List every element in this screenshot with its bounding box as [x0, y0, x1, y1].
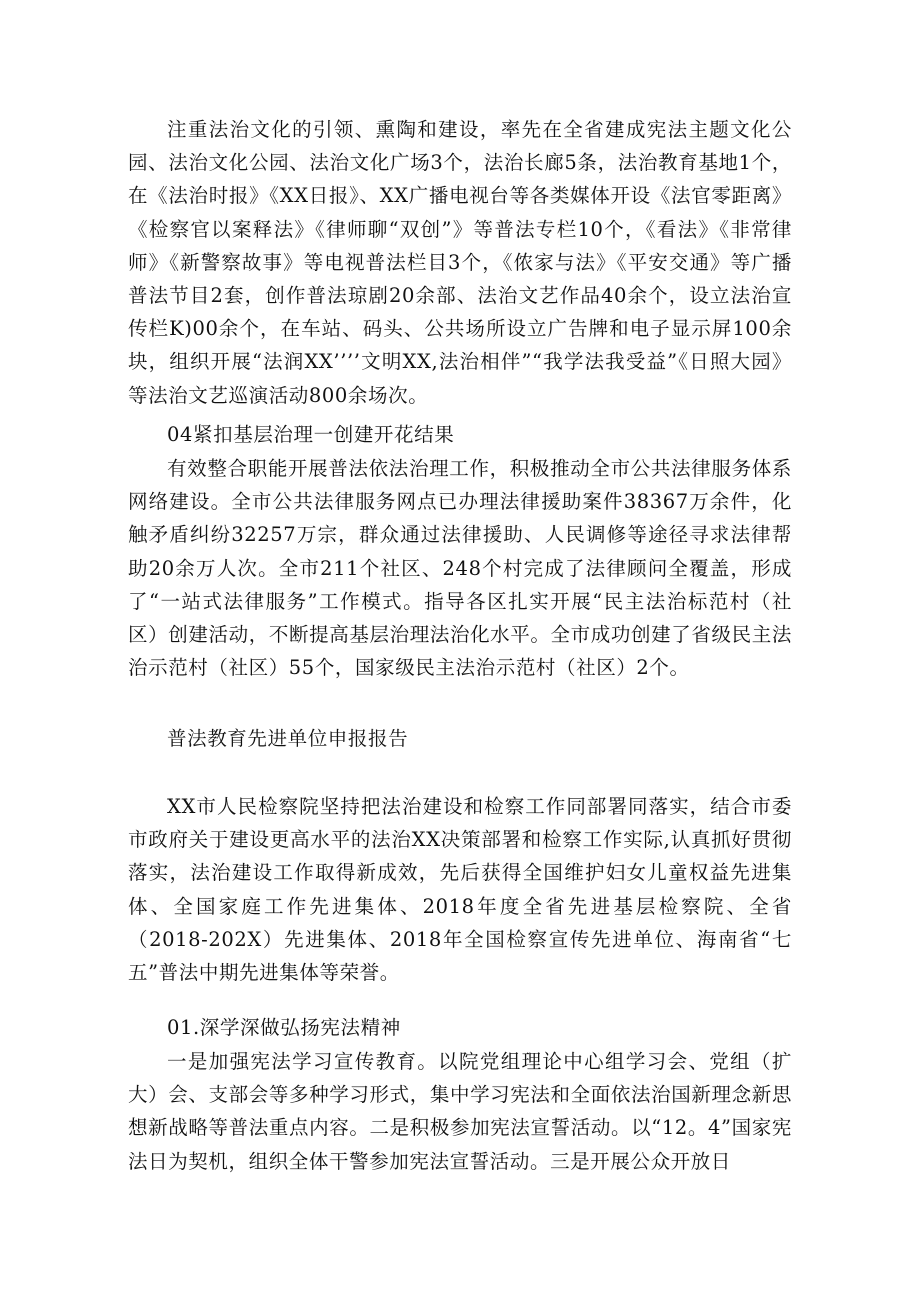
paragraph-constitution-study: 一是加强宪法学习宣传教育。以院党组理论中心组学习会、党组（扩大）会、支部会等多种学习形式，集中学习宪法和全面依法治国新理念新思想新战略等普法重点内容。二是积极参加宪法宣誓活动。以“12。4”国家宪法日为契机，组织全体干警参加宪法宣誓活动。三是开展公众开放日	[128, 1050, 792, 1173]
document-section-heading-01	[128, 1011, 792, 1044]
paragraph-procuratorate-intro: XX市人民检察院坚持把法治建设和检察工作同部署同落实，结合市委市政府关于建设更高水平的法治XX决策部署和检察工作实际,认真抓好贯彻落实，法治建设工作取得新成效，先后获得全国维护妇女儿童权益先进集体、全国家庭工作先进集体、2018年度全省先进基层检察院、全省（2018-202X）先进集体、2018年全国检察宣传先进单位、海南省“七五”普法中期先进集体等荣誉。	[128, 795, 792, 985]
document-section-culture	[128, 113, 792, 412]
section-heading-constitution: 01.深学深做弘扬宪法精神	[167, 1016, 401, 1039]
document-section-heading-04	[128, 418, 792, 451]
document-section-constitution	[128, 1045, 792, 1178]
document-section-procuratorate	[128, 790, 792, 989]
document-section-title	[128, 722, 792, 755]
section-heading-grassroots: 04紧扣基层治理一创建开花结果	[167, 423, 455, 446]
report-title: 普法教育先进单位申报报告	[167, 727, 409, 750]
document-section-grassroots	[128, 452, 792, 684]
paragraph-legal-culture: 注重法治文化的引领、熏陶和建设，率先在全省建成宪法主题文化公园、法治文化公园、法治文化广场3个，法治长廊5条，法治教育基地1个，在《法治时报》《XX日报》、XX广播电视台等各类媒体开设《法官零距离》《检察官以案释法》《律师聊“双创”》等普法专栏10个，《看法》《非常律师》《新警察故事》等电视普法栏目3个，《侬家与法》《平安交通》等广播普法节目2套，创作普法琼剧20余部、法治文艺作品40余个，设立法治宣传栏K)00余个，在车站、码头、公共场所设立广告牌和电子显示屏100余块，组织开展“法润XX’’’’文明XX,法治相伴”“我学法我受益”《日照大园》等法治文艺巡演活动800余场次。	[128, 118, 792, 407]
paragraph-grassroots-governance: 有效整合职能开展普法依法治理工作，积极推动全市公共法律服务体系网络建设。全市公共法律服务网点已办理法律援助案件38367万余件，化触矛盾纠纷32257万宗，群众通过法律援助、人民调修等途径寻求法律帮助20余万人次。全市211个社区、248个村完成了法律顾问全覆盖，形成了“一站式法律服务”工作模式。指导各区扎实开展“民主法治标范村（社区）创建活动，不断提高基层治理法治化水平。全市成功创建了省级民主法治示范村（社区）55个，国家级民主法治示范村（社区）2个。	[128, 457, 792, 680]
